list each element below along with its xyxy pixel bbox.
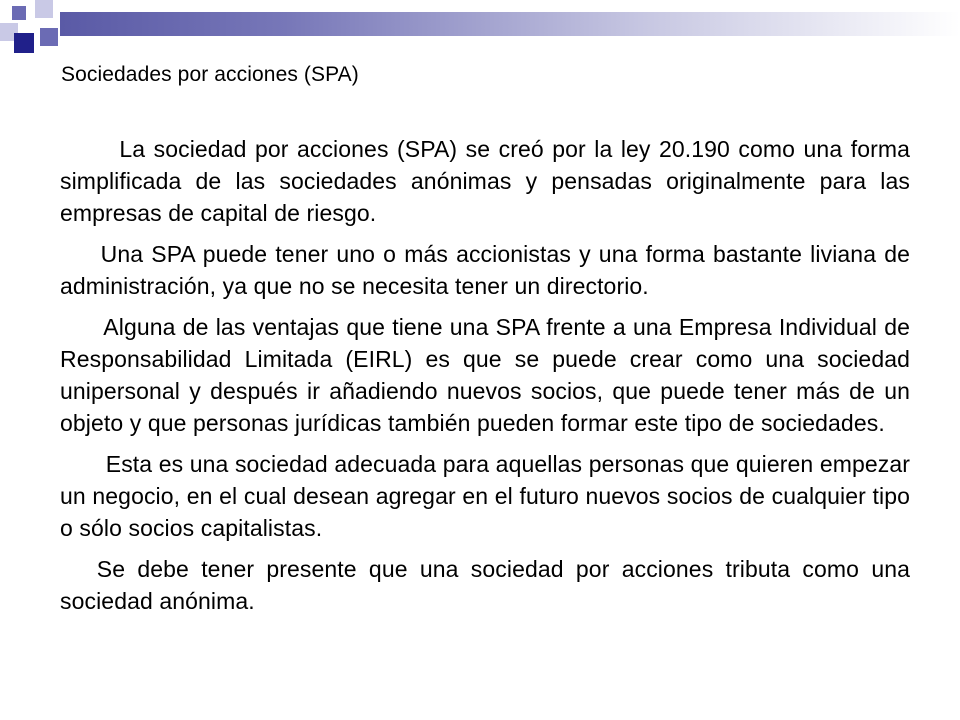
decorative-square — [40, 28, 58, 46]
paragraph-3: Alguna de las ventajas que tiene una SPA frente a una Empresa Individual de Responsabilidad Limitada (EIRL) es que se puede crear como una sociedad unipersonal y después ir añadiendo nuevos socios, que puede tener más de un objeto y que personas jurídicas también pueden formar este tipo de sociedades. — [60, 314, 910, 436]
decorative-square — [14, 33, 34, 53]
decorative-square — [12, 6, 26, 20]
slide-title: Sociedades por acciones (SPA) — [61, 63, 359, 86]
paragraph-1: La sociedad por acciones (SPA) se creó por la ley 20.190 como una forma simplificada de las sociedades anónimas y pensadas originalmente para las empresas de capital de riesgo. — [60, 136, 910, 226]
slide-body — [60, 133, 910, 617]
paragraph-4: Esta es una sociedad adecuada para aquellas personas que quieren empezar un negocio, en el cual desean agregar en el futuro nuevos socios de cualquier tipo o sólo socios capitalistas. — [60, 451, 911, 541]
paragraph-5: Se debe tener presente que una sociedad por acciones tributa como una sociedad anónima. — [60, 556, 910, 614]
decorative-gradient-bar — [60, 12, 960, 36]
decorative-square — [35, 0, 53, 18]
paragraph-2: Una SPA puede tener uno o más accionistas y una forma bastante liviana de administración, ya que no se necesita tener un directorio. — [60, 241, 910, 299]
